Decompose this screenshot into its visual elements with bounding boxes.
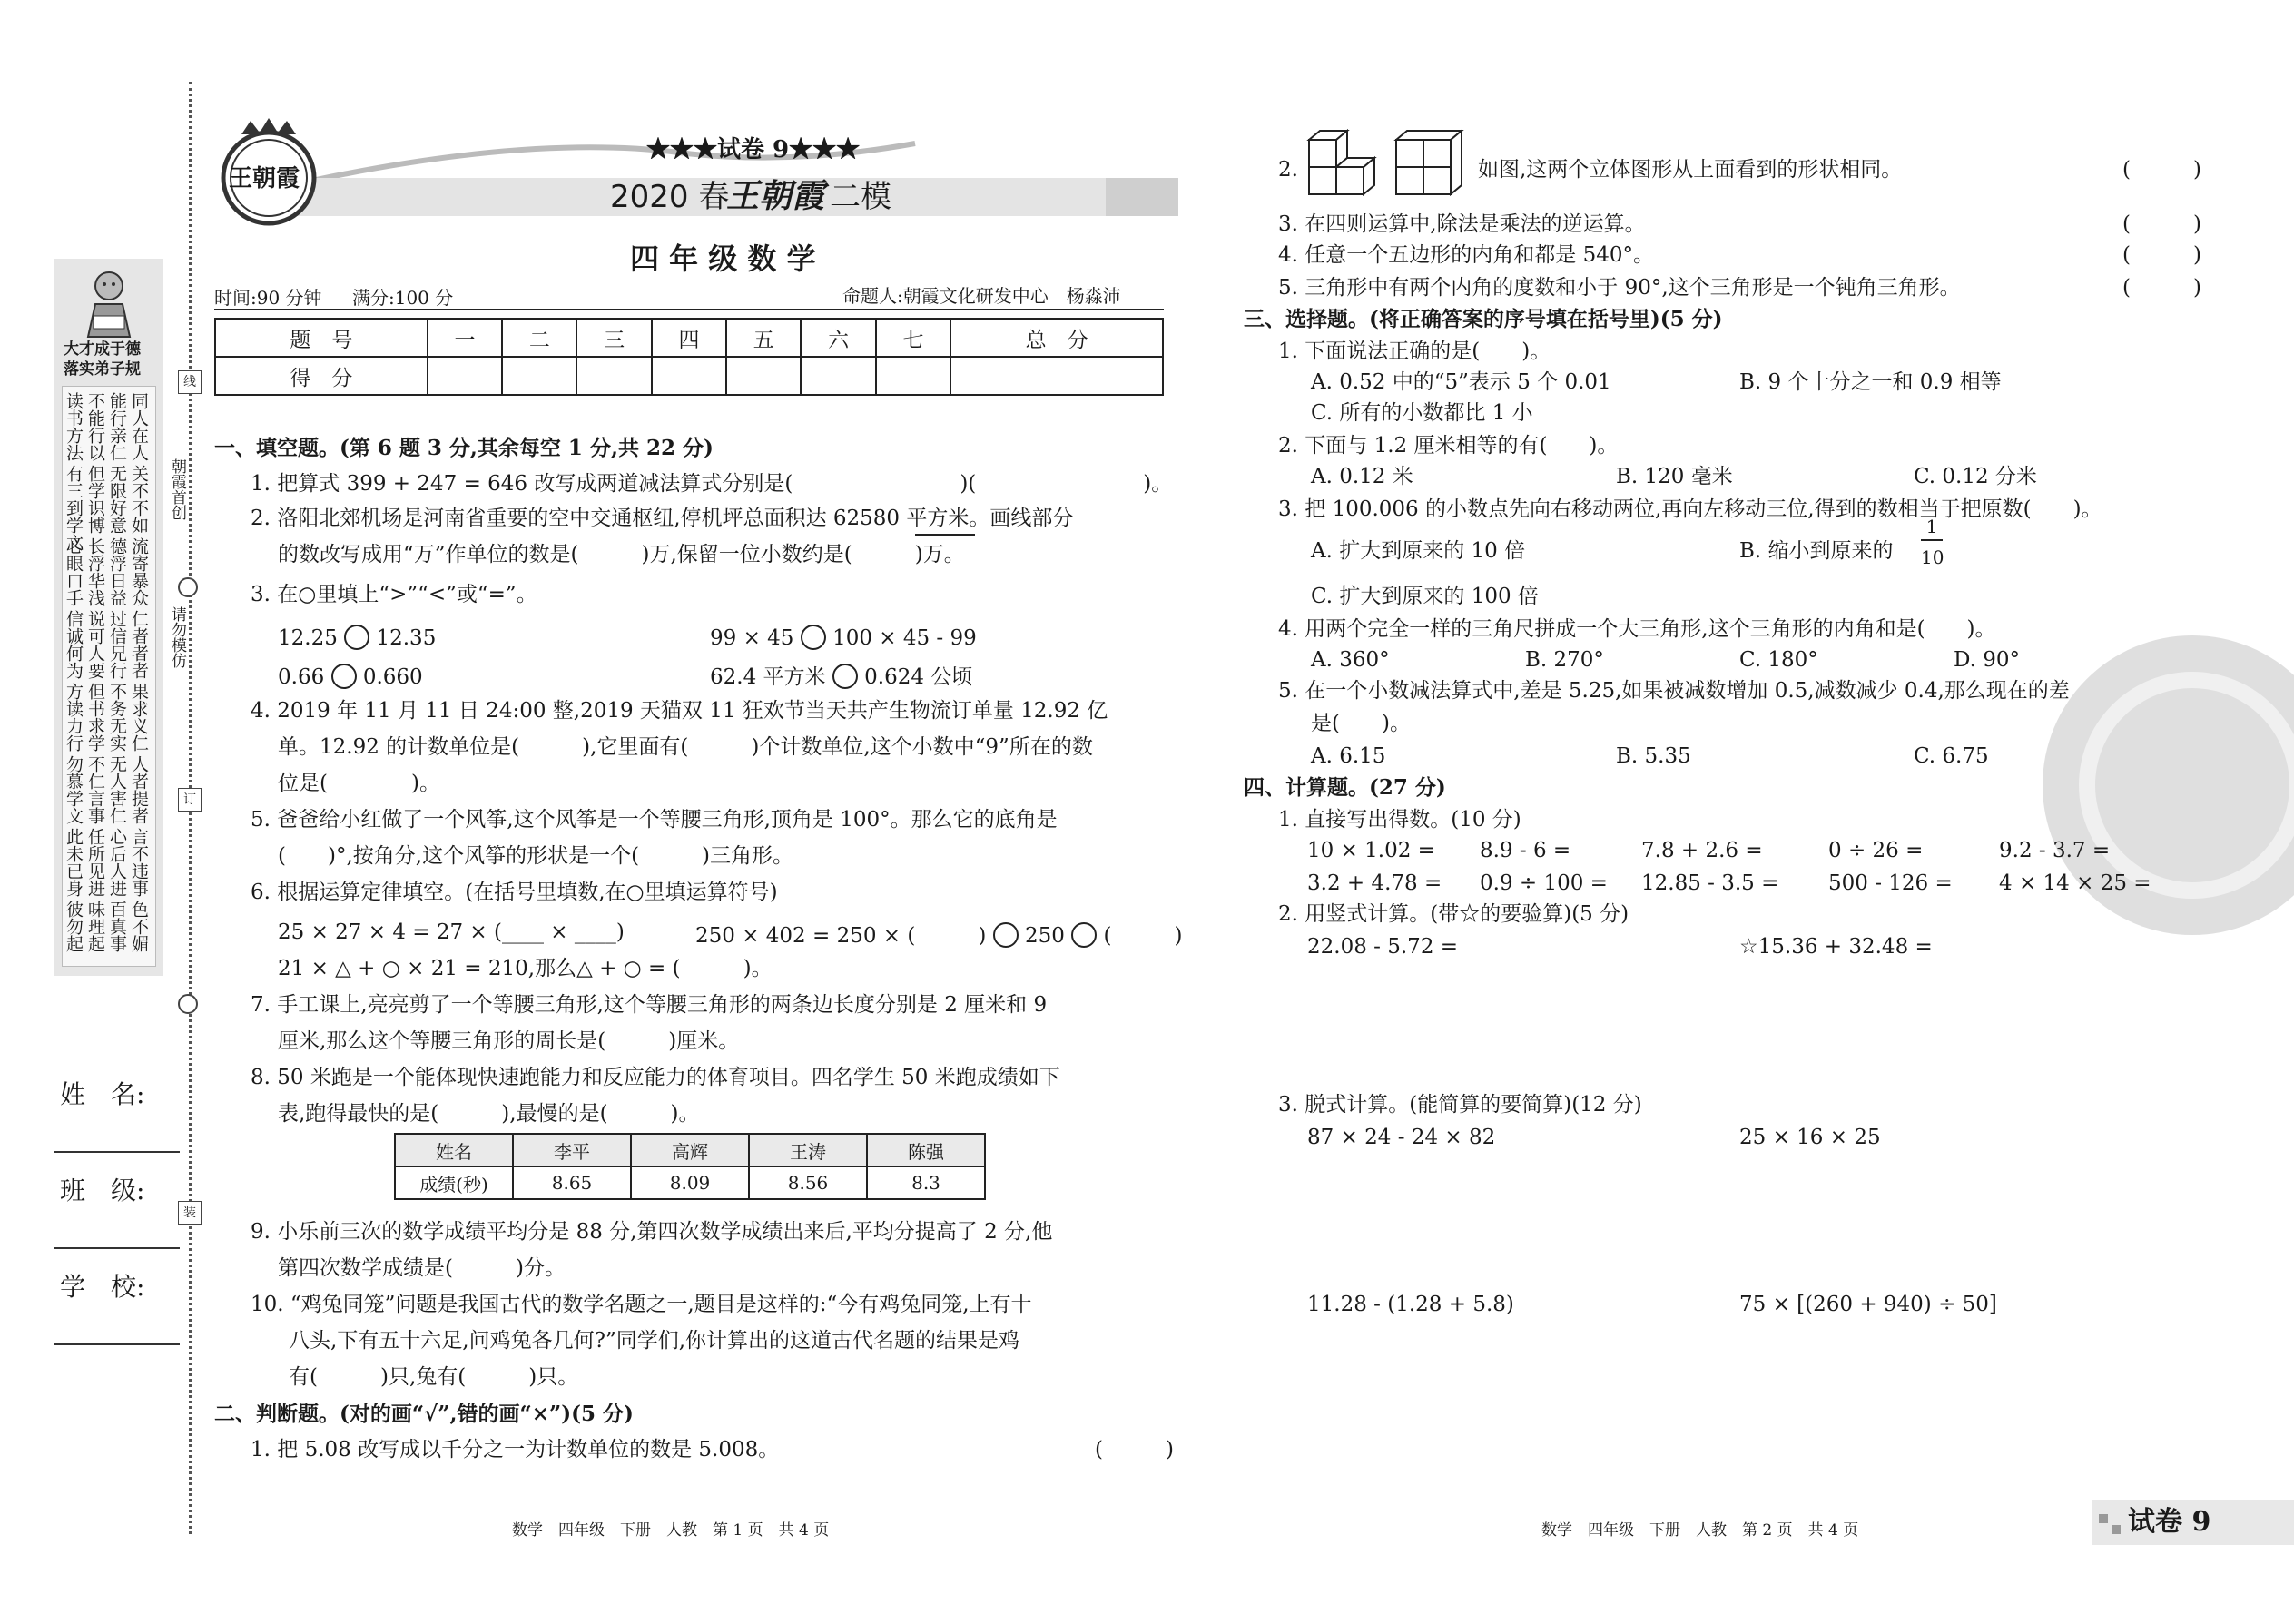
motto-column: 有三到学文 [64, 465, 84, 551]
calc-item: 500 - 126 = [1828, 871, 1953, 895]
motto-column: 关不不如 [129, 465, 149, 534]
footer-tag: 试卷 9 [2128, 1506, 2211, 1538]
motto-column: 无人害仁 [107, 755, 127, 824]
score-table-header-row [215, 319, 1163, 357]
answer-paren[interactable]: ( ) [2122, 276, 2201, 300]
s2-q2-num: 2. [1278, 158, 1298, 182]
table-cell: 陈强 [867, 1134, 985, 1166]
table-row [395, 1134, 985, 1166]
table-cell: 8.65 [513, 1166, 631, 1199]
score-table [214, 318, 1164, 396]
s3-q3: 3. 把 100.006 的小数点先向右移动两位,再向左移动三位,得到的数相当于把原数( )。 [1278, 497, 2102, 521]
s3-q4-option-a: A. 360° [1311, 648, 1390, 672]
table-cell: 姓名 [395, 1134, 513, 1166]
run-score-table [394, 1133, 986, 1200]
name-field[interactable] [54, 1151, 180, 1153]
answer-paren[interactable]: ( ) [2122, 158, 2201, 182]
class-field[interactable] [54, 1247, 180, 1249]
s4-q3c: 11.28 - (1.28 + 5.8) [1307, 1293, 1514, 1316]
cube-figure-1-icon [1305, 122, 1389, 200]
motto-column: 无限好意 [107, 465, 127, 534]
calc-item: 0 ÷ 26 = [1828, 839, 1924, 862]
motto-line-1: 大才成于德 [64, 340, 141, 359]
s1-q6b: 250 × 402 = 250 × ( ) 250 ( ) [695, 924, 1183, 948]
cube-figure-2-icon [1393, 122, 1476, 200]
brand-logo-text: 王朝霞 [229, 165, 300, 192]
cut-mark-line: 线 [178, 370, 202, 394]
fraction-bar [1921, 539, 1943, 541]
deco-square [2099, 1514, 2108, 1523]
motto-column: 读书方法 [64, 392, 84, 461]
name-label: 姓 名: [60, 1079, 145, 1109]
score-cell: 一 [428, 319, 502, 357]
calc-item: 3.2 + 4.78 = [1307, 871, 1442, 895]
answer-paren[interactable]: ( ) [2122, 212, 2201, 236]
score-cell: 三 [576, 319, 651, 357]
motto-column: 百真事 [107, 901, 127, 952]
s1-q10-line1: 10. “鸡兔同笼”问题是我国古代的数学名题之一,题目是这样的:“今有鸡兔同笼,上有十 [251, 1293, 1032, 1316]
class-label: 班 级: [60, 1176, 145, 1206]
header-rule [214, 309, 1164, 310]
motto-line-2: 落实弟子规 [64, 360, 141, 379]
compare-circle[interactable] [832, 664, 858, 689]
s3-q4-option-c: C. 180° [1739, 648, 1818, 672]
motto-column: 果求义仁 [129, 683, 149, 752]
score-input-cell[interactable] [726, 357, 801, 395]
s2-q3: 3. 在四则运算中,除法是乘法的逆运算。 [1278, 212, 1646, 236]
score-cell: 二 [502, 319, 576, 357]
calc-item: 4 × 14 × 25 = [1999, 871, 2151, 895]
score-input-cell[interactable] [428, 357, 502, 395]
motto-column: 过信兄行 [107, 610, 127, 679]
table-cell: 8.56 [749, 1166, 867, 1199]
calc-item: 7.8 + 2.6 = [1641, 839, 1763, 862]
school-label: 学 校: [60, 1272, 145, 1302]
s1-q3: 3. 在○里填上“>”“<”或“=”。 [251, 583, 537, 606]
motto-column: 不务无实 [107, 683, 127, 752]
s4-q2: 2. 用竖式计算。(带☆的要验算)(5 分) [1278, 902, 1629, 926]
s1-q4-line3: 位是( )。 [278, 772, 440, 795]
s3-q2: 2. 下面与 1.2 厘米相等的有( )。 [1278, 434, 1619, 458]
motto-column: 任所见进 [85, 828, 105, 897]
exam-title-post: 二模 [830, 179, 891, 215]
subject-title: 四 年 级 数 学 [630, 241, 816, 276]
s4-q2b: ☆15.36 + 32.48 = [1739, 935, 1933, 959]
compare-circle[interactable] [801, 625, 826, 650]
section2-title: 二、判断题。(对的画“√”,错的画“×”)(5 分) [214, 1402, 634, 1426]
fraction-numerator: 1 [1925, 516, 1938, 537]
calc-item: 9.2 - 3.7 = [1999, 839, 2111, 862]
s1-q9-line2: 第四次数学成绩是( )分。 [278, 1256, 566, 1280]
motto-column: 人者提者 [129, 755, 149, 824]
s1-q2-line1: 2. 洛阳北郊机场是河南省重要的空中交通枢纽,停机坪总面积达 62580 平方米。画线部分 [251, 507, 1074, 530]
s1-q9-line1: 9. 小乐前三次的数学成绩平均分是 88 分,第四次数学成绩出来后,平均分提高了 2 分,他 [251, 1220, 1053, 1244]
score-table-score-row [215, 357, 1163, 395]
s4-q3d: 75 × [(260 + 940) ÷ 50] [1739, 1293, 1997, 1316]
s1-q8-line1: 8. 50 米跑是一个能体现快速跑能力和反应能力的体育项目。四名学生 50 米跑成绩如下 [251, 1066, 1060, 1089]
s3-q1-option-a: A. 0.52 中的“5”表示 5 个 0.01 [1311, 370, 1611, 394]
s1-q5-line1: 5. 爸爸给小红做了一个风筝,这个风筝是一个等腰三角形,顶角是 100°。那么它的底角是 [251, 808, 1058, 832]
motto-column: 说可人要 [85, 610, 105, 679]
s3-q4-option-b: B. 270° [1525, 648, 1604, 672]
s1-q3-row1-left: 12.25 12.35 [278, 626, 437, 650]
s1-q3-row2-left: 0.66 0.660 [278, 665, 423, 689]
calc-item: 8.9 - 6 = [1480, 839, 1571, 862]
s1-q7-line1: 7. 手工课上,亮亮剪了一个等腰三角形,这个等腰三角形的两条边长度分别是 2 厘米和 9 [251, 993, 1048, 1017]
motto-column: 不能行以 [85, 392, 105, 461]
motto-column: 心眼口手 [64, 537, 84, 606]
section1-title: 一、填空题。(第 6 题 3 分,其余每空 1 分,共 22 分) [214, 436, 714, 460]
s3-q2-option-a: A. 0.12 米 [1311, 465, 1413, 488]
score-cell: 四 [652, 319, 726, 357]
motto-column: 不仁言事 [85, 755, 105, 824]
motto-column: 勿慕学文 [64, 755, 84, 824]
s1-q3-row2-right: 62.4 平方米 0.624 公顷 [710, 665, 973, 689]
score-input-cell[interactable] [502, 357, 576, 395]
s2-q1: 1. 把 5.08 改写成以千分之一为计数单位的数是 5.008。 [251, 1438, 780, 1462]
score-cell: 总 分 [950, 319, 1163, 357]
s2-q4: 4. 任意一个五边形的内角和都是 540°。 [1278, 243, 1654, 267]
scholar-figure-icon [77, 266, 141, 339]
s3-q5-option-a: A. 6.15 [1311, 744, 1386, 768]
footer-right: 数学 四年级 下册 人教 第 2 页 共 4 页 [1541, 1521, 1859, 1540]
table-cell: 成绩(秒) [395, 1166, 513, 1199]
s1-q10-line3: 有( )只,兔有( )只。 [289, 1365, 579, 1389]
s3-q5-option-c: C. 6.75 [1914, 744, 1989, 768]
underline-mark [915, 534, 975, 536]
exam-title-pre: 2020 春 [610, 179, 730, 215]
operator-circle[interactable] [1071, 922, 1097, 948]
s3-q3-option-a: A. 扩大到原来的 10 倍 [1311, 539, 1526, 563]
paper-series-label: ★★★试卷 9★★★ [646, 136, 861, 163]
s3-q5-line2: 是( )。 [1311, 712, 1411, 735]
s4-q1: 1. 直接写出得数。(10 分) [1278, 808, 1521, 832]
s3-q1-option-c: C. 所有的小数都比 1 小 [1311, 401, 1533, 425]
table-cell: 王涛 [749, 1134, 867, 1166]
exam-title-brand: 王朝霞 [726, 177, 825, 215]
operator-circle[interactable] [993, 922, 1019, 948]
deco-square [2112, 1525, 2121, 1534]
score-cell: 得 分 [215, 357, 428, 395]
s4-q3a: 87 × 24 - 24 × 82 [1307, 1126, 1496, 1149]
section3-title: 三、选择题。(将正确答案的序号填在括号里)(5 分) [1244, 307, 1723, 331]
answer-paren[interactable]: ( ) [1095, 1438, 1174, 1462]
motto-column: 德浮日益 [107, 537, 127, 606]
score-input-cell[interactable] [801, 357, 875, 395]
exam-full-score: 满分:100 分 [352, 287, 454, 309]
s3-q3-option-c: C. 扩大到原来的 100 倍 [1311, 585, 1539, 608]
s1-q7-line2: 厘米,那么这个等腰三角形的周长是( )厘米。 [278, 1029, 740, 1053]
s1-q6a: 25 × 27 × 4 = 27 × (____ × ____) [278, 920, 625, 944]
watermark-ring [2079, 672, 2294, 899]
s1-q2-line2: 的数改写成用“万”作单位的数是( )万,保留一位小数约是( )万。 [278, 543, 965, 566]
answer-paren[interactable]: ( ) [2122, 243, 2201, 267]
motto-column: 味理起 [85, 901, 105, 952]
motto-column: 能行亲仁 [107, 392, 127, 461]
motto-column: 流寄暴众 [129, 537, 149, 606]
compare-circle[interactable] [331, 664, 357, 689]
s4-q3b: 25 × 16 × 25 [1739, 1126, 1881, 1149]
s3-q4: 4. 用两个完全一样的三角尺拼成一个大三角形,这个三角形的内角和是( )。 [1278, 617, 1996, 641]
s3-q2-option-b: B. 120 毫米 [1616, 465, 1733, 488]
score-cell: 七 [876, 319, 950, 357]
motto-column: 方读力行 [64, 683, 84, 752]
exam-time: 时间:90 分钟 [214, 287, 322, 309]
s1-q4-line1: 4. 2019 年 11 月 11 日 24:00 整,2019 天猫双 11 狂欢节当天共产生物流订单量 12.92 亿 [251, 699, 1108, 723]
table-cell: 8.09 [631, 1166, 749, 1199]
motto-column: 长浮华浅 [85, 537, 105, 606]
s1-q6: 6. 根据运算定律填空。(在括号里填数,在○里填运算符号) [251, 881, 778, 904]
compare-circle[interactable] [344, 625, 369, 650]
score-cell: 六 [801, 319, 875, 357]
s4-q3: 3. 脱式计算。(能简算的要简算)(12 分) [1278, 1093, 1642, 1117]
s3-q1-option-b: B. 9 个十分之一和 0.9 相等 [1739, 370, 2002, 394]
section4-title: 四、计算题。(27 分) [1244, 775, 1446, 800]
s3-q1: 1. 下面说法正确的是( )。 [1278, 340, 1551, 363]
s4-q2a: 22.08 - 5.72 = [1307, 935, 1459, 959]
s2-q5: 5. 三角形中有两个内角的度数和小于 90°,这个三角形是一个钝角三角形。 [1278, 276, 1961, 300]
score-input-cell[interactable] [576, 357, 651, 395]
s1-q1: 1. 把算式 399 + 247 = 646 改写成两道减法算式分别是( )( )。 [251, 472, 1173, 496]
motto-column: 此未已身 [64, 828, 84, 897]
score-input-cell[interactable] [876, 357, 950, 395]
s1-q3-row1-right: 99 × 45 100 × 45 - 99 [710, 626, 977, 650]
s3-q3-option-b: B. 缩小到原来的 [1739, 539, 1894, 563]
s3-q4-option-d: D. 90° [1954, 648, 2021, 672]
fraction-denominator: 10 [1921, 546, 1944, 568]
calc-item: 0.9 ÷ 100 = [1480, 871, 1608, 895]
motto-column: 仁者者者 [129, 610, 149, 679]
motto-column: 信诚何为 [64, 610, 84, 679]
s1-q6c: 21 × △ + ○ × 21 = 210,那么△ + ○ = ( )。 [278, 957, 773, 980]
calc-item: 12.85 - 3.5 = [1641, 871, 1779, 895]
s1-q8-line2: 表,跑得最快的是( ),最慢的是( )。 [278, 1102, 700, 1126]
motto-column: 同人在人 [129, 392, 149, 461]
s1-q4-line2: 单。12.92 的计数单位是( ),它里面有( )个计数单位,这个小数中“9”所在的数 [278, 735, 1093, 759]
motto-column: 心后人进 [107, 828, 127, 897]
cut-mark-order: 订 [178, 788, 202, 812]
motto-column: 色不媚 [129, 901, 149, 952]
motto-column: 彼勿起 [64, 901, 84, 952]
score-cell: 五 [726, 319, 801, 357]
binding-hole-icon [178, 577, 198, 597]
score-cell: 题 号 [215, 319, 428, 357]
calc-item: 10 × 1.02 = [1307, 839, 1435, 862]
exam-author: 命题人:朝霞文化研发中心 杨淼沛 [842, 285, 1121, 307]
table-row [395, 1166, 985, 1199]
s1-q10-line2: 八头,下有五十六足,问鸡兔各几何?”同学们,你计算出的这道古代名题的结果是鸡 [289, 1329, 1020, 1353]
binding-hole-icon [178, 994, 198, 1014]
school-field[interactable] [54, 1343, 180, 1345]
motto-column: 但学识博 [85, 465, 105, 534]
s1-q5-line2: ( )°,按角分,这个风筝的形状是一个( )三角形。 [278, 844, 794, 868]
s2-q2: 如图,这两个立体图形从上面看到的形状相同。 [1478, 158, 1903, 182]
cut-mark-bind: 装 [178, 1201, 202, 1225]
score-input-cell[interactable] [950, 357, 1163, 395]
score-input-cell[interactable] [652, 357, 726, 395]
motto-column: 言不违事 [129, 828, 149, 897]
s3-q2-option-c: C. 0.12 分米 [1914, 465, 2037, 488]
table-cell: 8.3 [867, 1166, 985, 1199]
s3-q5-line1: 5. 在一个小数减法算式中,差是 5.25,如果被减数增加 0.5,减数减少 0.4,那么现在的差 [1278, 679, 2070, 703]
footer-left: 数学 四年级 下册 人教 第 1 页 共 4 页 [512, 1521, 830, 1540]
table-cell: 高辉 [631, 1134, 749, 1166]
side-note-1: 朝霞首创 [168, 458, 186, 520]
motto-column: 但书求学 [85, 683, 105, 752]
s3-q5-option-b: B. 5.35 [1616, 744, 1691, 768]
side-note-2: 请勿模仿 [168, 606, 186, 668]
table-cell: 李平 [513, 1134, 631, 1166]
